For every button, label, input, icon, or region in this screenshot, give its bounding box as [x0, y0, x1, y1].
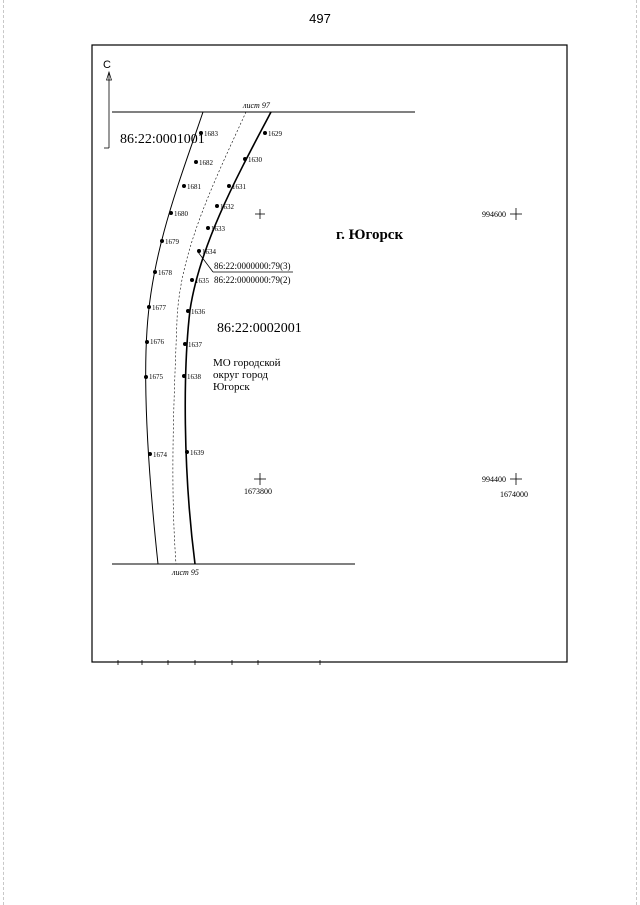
point-label: 1635 [195, 277, 209, 285]
city-label: г. Югорск [336, 227, 404, 243]
point-label: 1634 [202, 248, 216, 256]
point-label: 1638 [187, 373, 201, 381]
point-label: 1637 [188, 341, 202, 349]
points-left [144, 131, 203, 456]
point-marker [160, 239, 164, 243]
point-marker [145, 340, 149, 344]
point-marker [148, 452, 152, 456]
point-marker [263, 131, 267, 135]
point-label: 1678 [158, 269, 172, 277]
grid-label-994400: 994400 [482, 475, 506, 484]
page-number: 497 [309, 11, 331, 26]
point-label: 1630 [248, 156, 262, 164]
grid-label-994600: 994600 [482, 210, 506, 219]
point-label: 1639 [190, 449, 204, 457]
point-marker [227, 184, 231, 188]
point-label: 1677 [152, 304, 166, 312]
point-marker [185, 450, 189, 454]
point-label: 1680 [174, 210, 188, 218]
point-label: 1633 [211, 225, 225, 233]
north-arrow-icon [104, 72, 112, 148]
sheet-label-top: лист 97 [243, 101, 270, 110]
point-marker [169, 211, 173, 215]
point-label: 1682 [199, 159, 213, 167]
point-marker [182, 374, 186, 378]
sheet-label-bottom: лист 95 [172, 568, 199, 577]
parcel-label-main: 86:22:0002001 [217, 321, 302, 336]
point-marker [186, 309, 190, 313]
point-marker [206, 226, 210, 230]
grid-cross-icons [254, 208, 522, 485]
mo-label-line3: Югорск [213, 381, 250, 393]
north-label: С [103, 59, 111, 71]
point-label: 1674 [153, 451, 167, 459]
point-marker [147, 305, 151, 309]
point-marker [153, 270, 157, 274]
boundary-right [185, 112, 271, 564]
grid-label-1674000: 1674000 [500, 490, 528, 499]
point-marker [190, 278, 194, 282]
callout-label-2: 86:22:0000000:79(2) [214, 275, 291, 285]
mo-label-line1: МО городской [213, 357, 281, 369]
point-label: 1676 [150, 338, 164, 346]
point-labels-left [149, 130, 219, 459]
point-marker [183, 342, 187, 346]
point-label: 1679 [165, 238, 179, 246]
parcel-label-top-left: 86:22:0001001 [120, 132, 205, 147]
point-marker [197, 249, 201, 253]
points-right [182, 131, 267, 454]
callout-label-1: 86:22:0000000:79(3) [214, 261, 291, 271]
point-marker [215, 204, 219, 208]
point-label: 1629 [268, 130, 282, 138]
point-marker [243, 157, 247, 161]
point-marker [182, 184, 186, 188]
point-marker [194, 160, 198, 164]
point-label: 1631 [232, 183, 246, 191]
point-label: 1683 [204, 130, 218, 138]
point-label: 1681 [187, 183, 201, 191]
point-label: 1636 [191, 308, 205, 316]
point-marker [144, 375, 148, 379]
road-centerline [173, 112, 246, 564]
point-labels-right [187, 130, 283, 457]
point-label: 1632 [220, 203, 234, 211]
grid-label-1673800: 1673800 [244, 487, 272, 496]
mo-label-line2: округ город [213, 369, 268, 381]
point-label: 1675 [149, 373, 163, 381]
